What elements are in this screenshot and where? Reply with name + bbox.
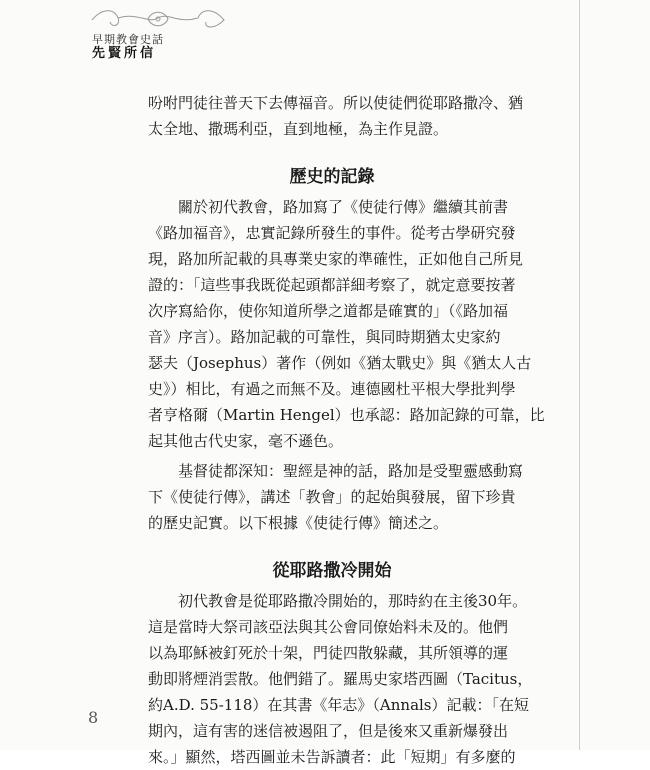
opening-paragraph (148, 90, 524, 142)
text-line: 者亨格爾（Martin Hengel）也承認：路加記錄的可靠，比 (148, 406, 545, 424)
text-line: 來。」顯然，塔西圖並未告訴讀者：此「短期」有多麼的 (148, 748, 516, 766)
text-line: 的歷史記實。以下根據《使徒行傳》簡述之。 (148, 514, 449, 532)
text-line: 吩咐門徒往普天下去傳福音。所以使徒們從耶路撒冷、猶 (148, 94, 524, 112)
text-line: 動即將煙消雲散。他們錯了。羅馬史家塔西圖（Tacitus， (148, 670, 533, 688)
text-line: 關於初代教會，路加寫了《使徒行傳》繼續其前書 (178, 198, 509, 216)
section-heading-from-jerusalem: 從耶路撒冷開始 (272, 561, 392, 581)
body-text (148, 90, 545, 770)
book-series-title: 早期教會史話 (92, 33, 164, 46)
text-line: 太全地、撒瑪利亞，直到地極，為主作見證。 (148, 120, 449, 138)
paragraph (148, 588, 533, 770)
section-heading-history-record: 歷史的記錄 (289, 167, 375, 187)
running-head (92, 34, 164, 62)
text-line: 約A.D. 55-118）在其書《年志》（Annals）記載：「在短 (148, 696, 530, 714)
scroll-flourish-icon (88, 6, 228, 32)
text-line: 次序寫給你，使你知道所學之道都是確實的」（《路加福 (148, 302, 509, 320)
book-title: 先賢所信 (92, 45, 157, 61)
text-line: 起其他古代史家，毫不遜色。 (148, 432, 344, 450)
paragraph (148, 194, 545, 454)
text-line: 瑟夫（Josephus）著作（例如《猶太戰史》與《猶太人古 (148, 354, 532, 372)
page-edge-line (579, 0, 580, 750)
text-line: 音》序言）。路加記載的可靠性，與同時期猶太史家約 (148, 328, 501, 346)
text-line: 基督徒都深知：聖經是神的話，路加是受聖靈感動寫 (178, 462, 524, 480)
paragraph (148, 458, 524, 536)
text-line: 以為耶穌被釘死於十架，門徒四散躲藏，其所領導的運 (148, 644, 509, 662)
text-line: 期內，這有害的迷信被遏阻了，但是後來又重新爆發出 (148, 722, 509, 740)
text-line: 證的：「這些事我既從起頭都詳細考察了，就定意要按著 (148, 276, 516, 294)
text-line: 這是當時大祭司該亞法與其公會同僚始料未及的。他們 (148, 618, 509, 636)
text-line: 下《使徒行傳》，講述「教會」的起始與發展，留下珍貴 (148, 488, 516, 506)
text-line: 史》）相比，有過之而無不及。連德國杜平根大學批判學 (148, 380, 516, 398)
text-line: 現，路加所記載的具專業史家的準確性，正如他自己所見 (148, 250, 524, 268)
page-number: 8 (88, 708, 99, 727)
text-line: 《路加福音》，忠實記錄所發生的事件。從考古學研究發 (148, 224, 516, 242)
text-line: 初代教會是從耶路撒冷開始的，那時約在主後30年。 (178, 592, 528, 610)
